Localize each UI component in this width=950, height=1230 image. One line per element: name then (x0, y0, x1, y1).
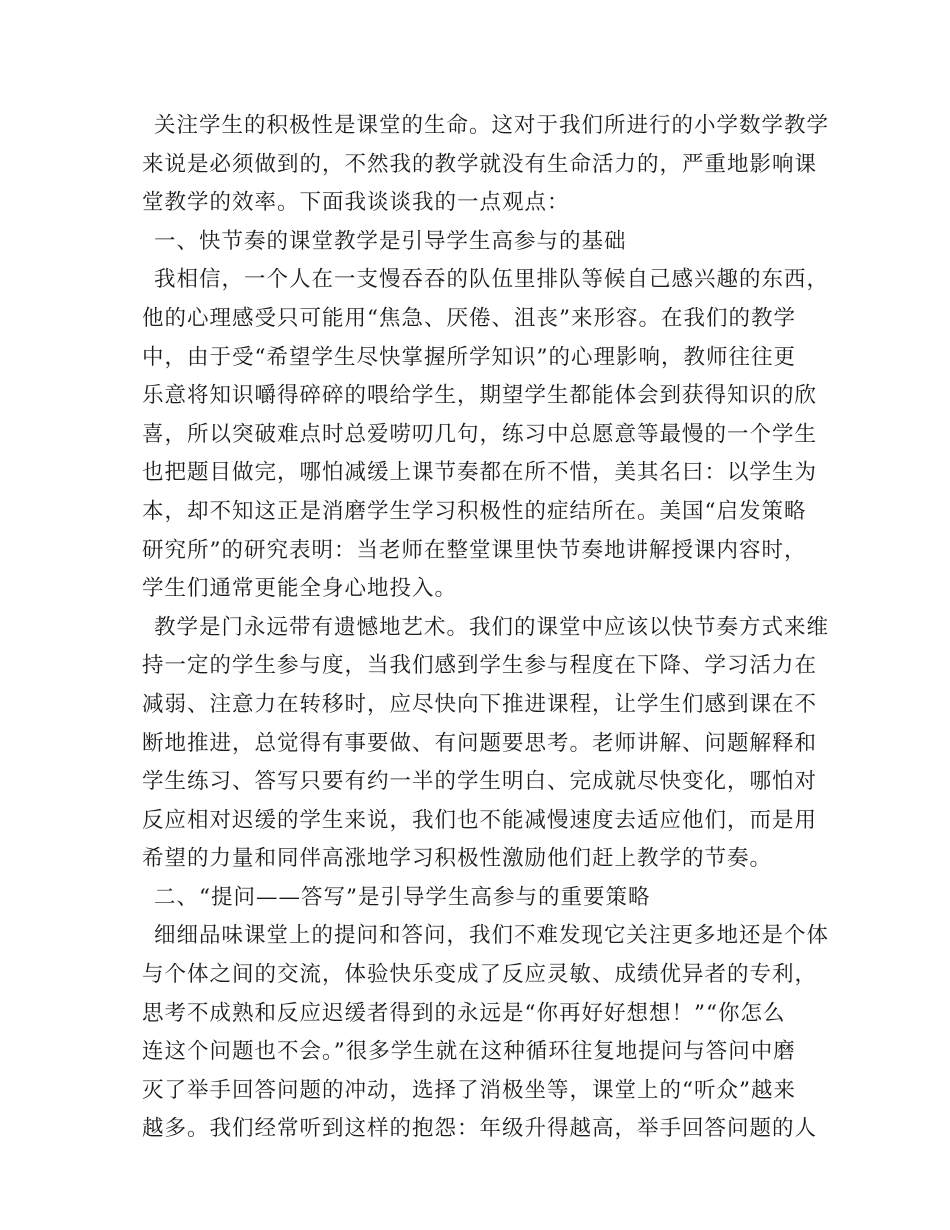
text-line: 喜，所以突破难点时总爱唠叨几句，练习中总愿意等最慢的一个学生 (142, 421, 818, 447)
section-heading: 二、“提问——答写”是引导学生高参与的重要策略 (154, 884, 651, 910)
text-line: 也把题目做完，哪怕减缓上课节奏都在所不惜，美其名曰：以学生为 (142, 460, 818, 486)
text-line: 本，却不知这正是消磨学生学习积极性的症结所在。美国“启发策略 (142, 498, 807, 524)
text-line: 学生练习、答写只要有约一半的学生明白、完成就尽快变化，哪怕对 (142, 769, 818, 795)
text-line: 灭了举手回答问题的冲动，选择了消极坐等，课堂上的“听众”越来 (142, 1077, 796, 1103)
section-heading: 一、快节奏的课堂教学是引导学生高参与的基础 (154, 228, 627, 254)
text-line: 中，由于受“希望学生尽快掌握所学知识”的心理影响，教师往往更 (142, 344, 796, 370)
text-line: 持一定的学生参与度，当我们感到学生参与程度在下降、学习活力在 (142, 653, 818, 679)
text-line: 连这个问题也不会。”很多学生就在这种循环往复地提问与答问中磨 (142, 1039, 796, 1065)
text-line: 研究所”的研究表明：当老师在整堂课里快节奏地讲解授课内容时， (142, 537, 807, 563)
text-line: 乐意将知识嚼得碎碎的喂给学生，期望学生都能体会到获得知识的欣 (142, 383, 818, 409)
text-line: 学生们通常更能全身心地投入。 (142, 576, 458, 602)
text-line: 细细品味课堂上的提问和答问，我们不难发现它关注更多地还是个体 (154, 923, 830, 949)
document-body (142, 107, 830, 1149)
text-line: 希望的力量和同伴高涨地学习积极性激励他们赶上教学的节奏。 (142, 846, 773, 872)
text-line: 反应相对迟缓的学生来说，我们也不能减慢速度去适应他们，而是用 (142, 807, 818, 833)
text-line: 思考不成熟和反应迟缓者得到的永远是“你再好好想想！”“你怎么 (142, 1000, 786, 1026)
text-line: 与个体之间的交流，体验快乐变成了反应灵敏、成绩优异者的专利， (142, 962, 818, 988)
text-line: 他的心理感受只可能用“焦急、厌倦、沮丧”来形容。在我们的教学 (142, 305, 796, 331)
text-line: 越多。我们经常听到这样的抱怨：年级升得越高，举手回答问题的人 (142, 1116, 818, 1142)
text-line: 来说是必须做到的，不然我的教学就没有生命活力的，严重地影响课 (142, 151, 818, 177)
text-line: 减弱、注意力在转移时，应尽快向下推进课程，让学生们感到课在不 (142, 691, 818, 717)
text-line: 断地推进，总觉得有事要做、有问题要思考。老师讲解、问题解释和 (142, 730, 818, 756)
text-line: 堂教学的效率。下面我谈谈我的一点观点： (142, 190, 570, 216)
text-line: 我相信，一个人在一支慢吞吞的队伍里排队等候自己感兴趣的东西， (154, 267, 830, 293)
text-line: 关注学生的积极性是课堂的生命。这对于我们所进行的小学数学教学 (154, 113, 830, 138)
text-line: 教学是门永远带有遗憾地艺术。我们的课堂中应该以快节奏方式来维 (154, 614, 830, 640)
